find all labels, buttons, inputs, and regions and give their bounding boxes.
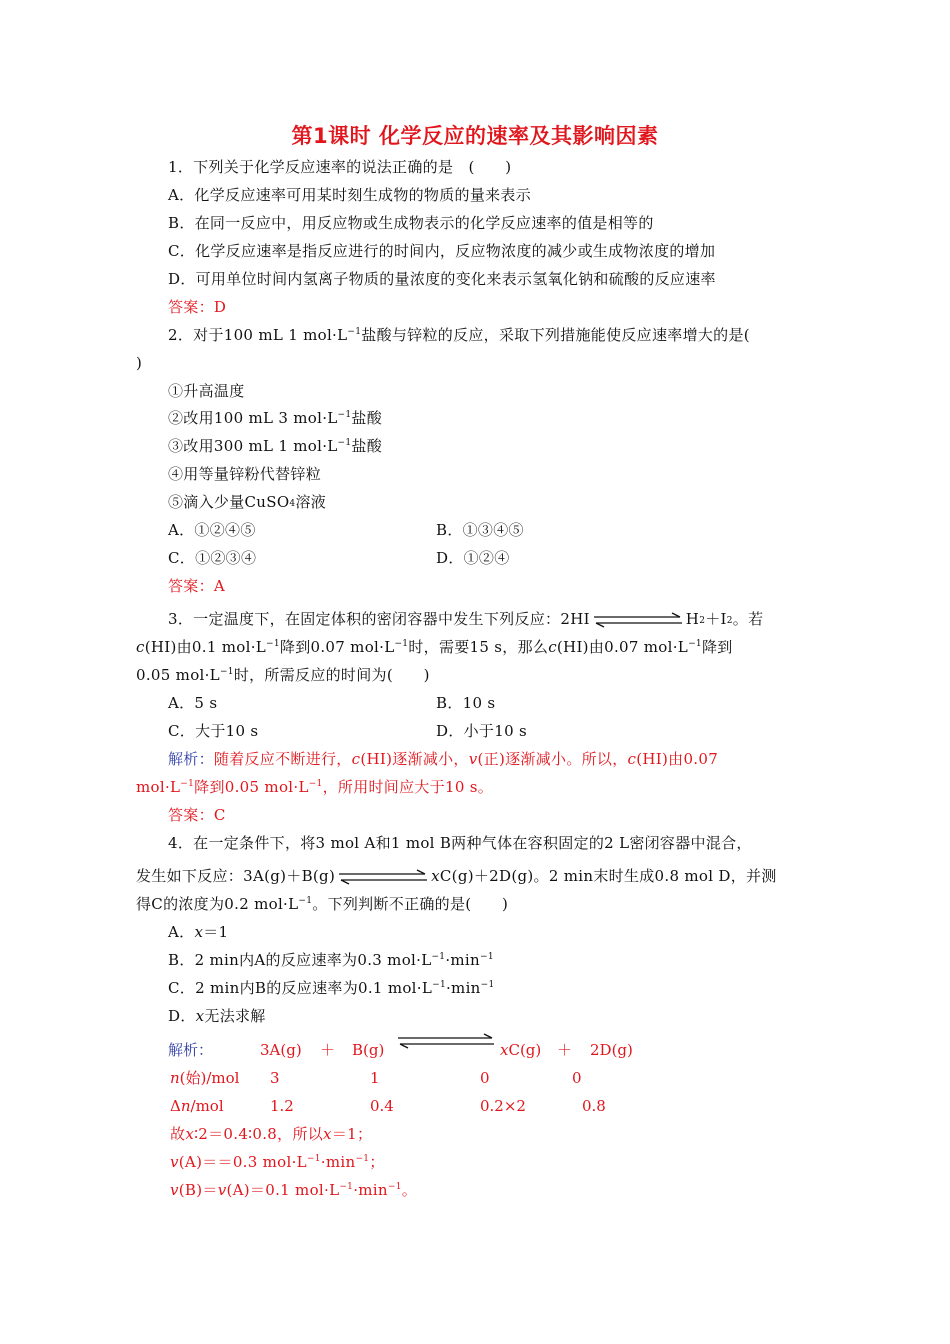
equilibrium-arrow-icon [592, 612, 684, 628]
q2-option-d: D．①②④ [436, 549, 510, 567]
equilibrium-arrow-icon [396, 1033, 496, 1049]
row-initial-b: 1 [370, 1069, 380, 1087]
q3-explanation-line1: 解析：随着反应不断进行，c(HI)逐渐减小，v(正)逐渐减小。所以，c(HI)由0.07 [168, 750, 719, 768]
row-change-b: 0.4 [370, 1097, 394, 1115]
row-initial-c: 0 [480, 1069, 490, 1087]
q2-measure-5: ⑤滴入少量CuSO$_4$溶液 [168, 493, 327, 511]
q4-stem-line1: 4．在一定条件下，将3 mol A和1 mol B两种气体在容积固定的2 L密闭容器中混合， [168, 834, 752, 852]
equation-plus: ＋ [320, 1041, 336, 1059]
q2-answer: 答案：A [168, 577, 226, 595]
q3-option-b: B．10 s [436, 694, 496, 712]
q1-option-b: B．在同一反应中，用反应物或生成物表示的化学反应速率的值是相等的 [168, 214, 654, 232]
row-change-a: 1.2 [270, 1097, 294, 1115]
q4-option-a: A．x＝1 [168, 923, 229, 941]
q4-explanation-line3: v(B)＝v(A)＝0.1 $mol\cdot L^{-1}\cdot\min^{-1}$。 [170, 1181, 418, 1199]
q3-explanation-line2: $mol\cdot L^{-1}$降到0.05 $mol\cdot L^{-1}$，所用时间应大于10 s。 [136, 778, 494, 796]
q2-option-b: B．①③④⑤ [436, 521, 524, 539]
q1-answer: 答案：D [168, 298, 227, 316]
q4-explanation-line2: v(A)＝＝0.3 $mol\cdot L^{-1}\cdot\min^{-1}$； [170, 1153, 385, 1171]
q1-stem: 1．下列关于化学反应速率的说法正确的是 ( ) [168, 158, 512, 176]
equation-species-d: 2D(g) [590, 1041, 633, 1059]
q2-option-c: C．①②③④ [168, 549, 257, 567]
q4-option-b: B．2 min内A的反应速率为0.3 $mol\cdot L^{-1}\cdot\min^{-1}$ [168, 951, 494, 969]
q2-stem-end: ) [136, 354, 143, 372]
q1-option-a: A．化学反应速率可用某时刻生成物的物质的量来表示 [168, 186, 532, 204]
row-change-d: 0.8 [582, 1097, 606, 1115]
q4-stem-line3: 得C的浓度为0.2 $mol\cdot L^{-1}$。下列判断不正确的是( ) [136, 895, 509, 913]
equation-species-a: 3A(g) [260, 1041, 302, 1059]
q3-stem-line2: c(HI)由0.1 $mol\cdot L^{-1}$降到0.07 $mol\cdot L^{-1}$时，需要15 s，那么c(HI)由0.07 $mol\cdot L^{-1}$降到 [136, 638, 733, 656]
q2-measure-1: ①升高温度 [168, 382, 245, 400]
q3-option-d: D．小于10 s [436, 722, 527, 740]
q2-measure-3: ③改用300 mL 1 $mol\cdot L^{-1}$盐酸 [168, 437, 383, 455]
row-initial-label: n(始)/mol [170, 1069, 240, 1087]
equilibrium-arrow-icon [337, 869, 429, 885]
q3-stem-line3: 0.05 $mol\cdot L^{-1}$时，所需反应的时间为( ) [136, 666, 430, 684]
q3-option-c: C．大于10 s [168, 722, 259, 740]
equation-species-b: B(g) [352, 1041, 385, 1059]
q2-stem: 2．对于100 mL 1 $mol\cdot L^{-1}$盐酸与锌粒的反应，采取下列措施能使反应速率增大的是( [168, 326, 750, 344]
equation-species-c: xC(g) [500, 1041, 542, 1059]
equation-plus: ＋ [557, 1041, 573, 1059]
q4-option-c: C．2 min内B的反应速率为0.1 $mol\cdot L^{-1}\cdot\min^{-1}$ [168, 979, 495, 997]
q1-option-d: D．可用单位时间内氢离子物质的量浓度的变化来表示氢氧化钠和硫酸的反应速率 [168, 270, 716, 288]
q3-stem-line1: 3．一定温度下，在固定体积的密闭容器中发生下列反应：2HI $H_2+I_2$。若 [168, 610, 764, 628]
q4-option-d: D．x无法求解 [168, 1007, 266, 1025]
q3-option-a: A．5 s [168, 694, 218, 712]
q4-explanation-label: 解析： [168, 1041, 214, 1059]
q2-measure-4: ④用等量锌粉代替锌粒 [168, 465, 322, 483]
page-title: 第1课时 化学反应的速率及其影响因素 [291, 124, 659, 148]
q1-option-c: C．化学反应速率是指反应进行的时间内，反应物浓度的减少或生成物浓度的增加 [168, 242, 716, 260]
row-initial-d: 0 [572, 1069, 582, 1087]
q3-answer: 答案：C [168, 806, 226, 824]
q4-explanation-line1: 故x∶2＝0.4∶0.8，所以x＝1； [170, 1125, 373, 1143]
row-initial-a: 3 [270, 1069, 280, 1087]
row-change-c: 0.2×2 [480, 1097, 526, 1115]
q2-measure-2: ②改用100 mL 3 $mol\cdot L^{-1}$盐酸 [168, 409, 383, 427]
q4-stem-line2: 发生如下反应：3A(g)＋B(g) xC(g)＋2D(g)。2 min末时生成0.8 mol D，并测 [136, 867, 777, 885]
row-change-label: Δn/mol [170, 1097, 224, 1115]
q2-option-a: A．①②④⑤ [168, 521, 256, 539]
